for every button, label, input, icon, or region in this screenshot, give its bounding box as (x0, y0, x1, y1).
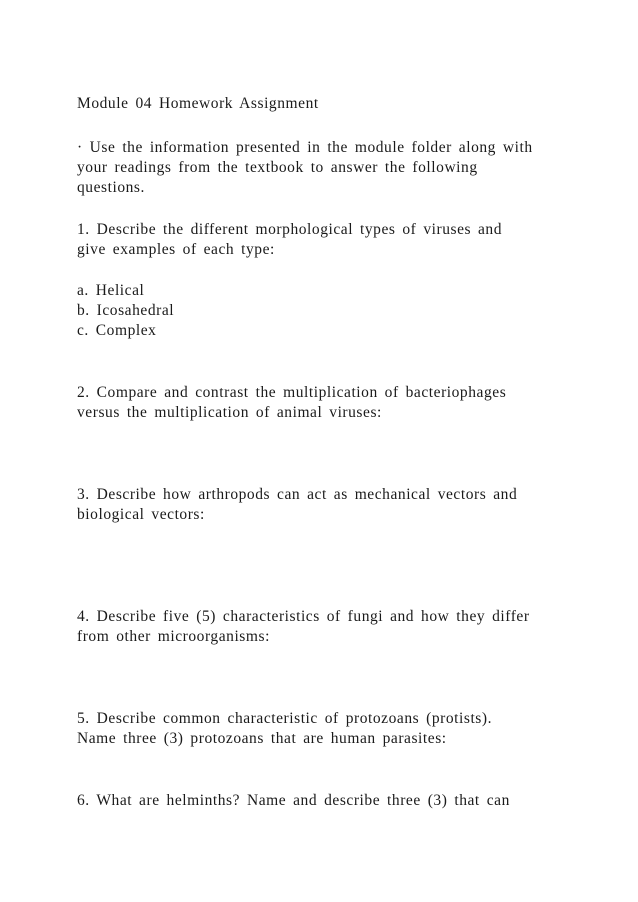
question-1-option-a: a. Helical (77, 282, 145, 299)
question-6-line-1: 6. What are helminths? Name and describe three (3) that can (77, 792, 510, 809)
question-3-line-2: biological vectors: (77, 506, 205, 523)
intro-line-2: your readings from the textbook to answer the following (77, 159, 478, 176)
intro-line-1: · Use the information presented in the module folder along with (77, 139, 533, 156)
question-2-line-2: versus the multiplication of animal viruses: (77, 404, 382, 421)
question-1-option-c: c. Complex (77, 322, 157, 339)
intro-line-3: questions. (77, 179, 145, 196)
question-5-line-1: 5. Describe common characteristic of protozoans (protists). (77, 710, 493, 727)
document-title: Module 04 Homework Assignment (77, 95, 319, 112)
question-1-option-b: b. Icosahedral (77, 302, 175, 319)
question-5-line-2: Name three (3) protozoans that are human parasites: (77, 730, 447, 747)
question-1-line-2: give examples of each type: (77, 241, 275, 258)
question-4-line-2: from other microorganisms: (77, 628, 270, 645)
question-2-line-1: 2. Compare and contrast the multiplication of bacteriophages (77, 384, 507, 401)
question-4-line-1: 4. Describe five (5) characteristics of fungi and how they differ (77, 608, 530, 625)
question-3-line-1: 3. Describe how arthropods can act as mechanical vectors and (77, 486, 518, 503)
question-1-line-1: 1. Describe the different morphological types of viruses and (77, 221, 503, 238)
